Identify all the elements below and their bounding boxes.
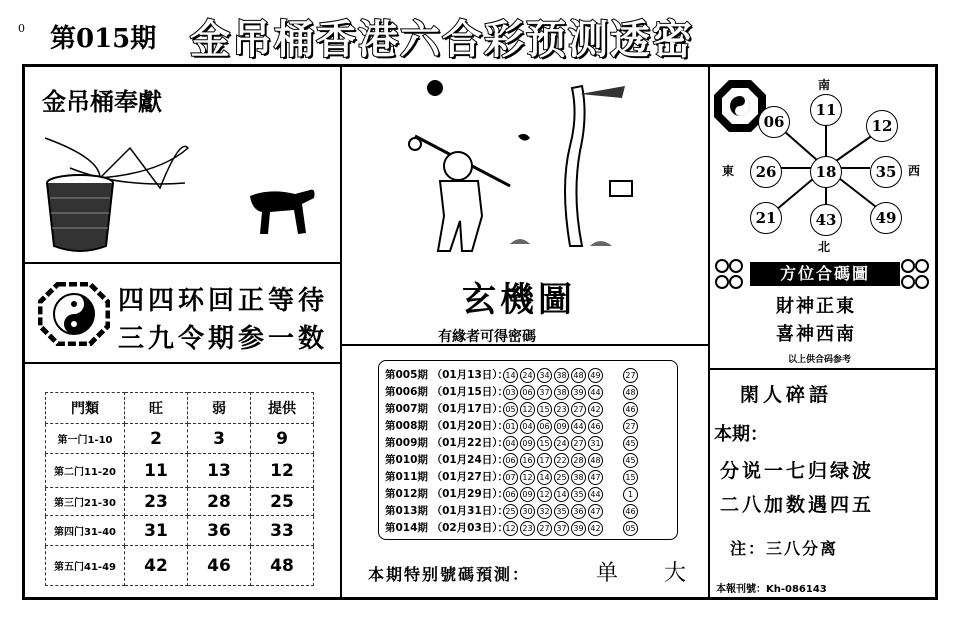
- compass-number: 43: [810, 204, 842, 236]
- riddle-line-2: 二八加数遇四五: [720, 494, 875, 516]
- riddle-line-1: 分说一七归绿波: [720, 460, 875, 482]
- special-number-ball: 1: [623, 487, 638, 502]
- number-ball: 31: [588, 436, 603, 451]
- number-ball: 12: [537, 487, 552, 502]
- number-ball: 16: [520, 453, 535, 468]
- table-row: [385, 469, 640, 485]
- picture-subcaption: 有緣者可得密碼: [438, 329, 536, 345]
- number-ball: 48: [588, 453, 603, 468]
- header-hot: 旺: [125, 393, 188, 424]
- special-number-ball: 05: [623, 521, 638, 536]
- zone-label: 第二门11-20: [46, 454, 125, 488]
- draw-label: 第007期 （01月17日）：: [385, 403, 509, 415]
- special-number-big: 大: [664, 561, 687, 586]
- joy-god-direction: 喜神西南: [776, 324, 856, 345]
- zone-value: 23: [125, 488, 188, 516]
- number-ball: 09: [554, 419, 569, 434]
- special-number-ball: 46: [623, 402, 638, 417]
- poem-line-2: 三九令期参一数: [118, 324, 329, 354]
- number-ball: 35: [554, 504, 569, 519]
- table-row: [46, 488, 314, 516]
- special-number-ball: 45: [623, 453, 638, 468]
- zone-value: 36: [188, 516, 251, 546]
- moon-icon: [427, 80, 443, 96]
- zone-value: 46: [188, 546, 251, 586]
- divider-left: [340, 64, 342, 600]
- zone-value: 12: [251, 454, 314, 488]
- number-ball: 23: [554, 402, 569, 417]
- number-ball: 03: [503, 385, 518, 400]
- this-issue-label: 本期：: [714, 424, 768, 445]
- number-ball: 42: [588, 402, 603, 417]
- number-ball: 14: [503, 368, 518, 383]
- table-row: [385, 452, 640, 468]
- number-ball: 06: [537, 419, 552, 434]
- table-row: [46, 516, 314, 546]
- compass-number: 11: [810, 94, 842, 126]
- bucket-icon: [47, 183, 113, 251]
- draw-label: 第005期 （01月13日）：: [385, 369, 509, 381]
- zone-value: 25: [251, 488, 314, 516]
- corner-mark: 0: [18, 22, 25, 35]
- number-ball: 14: [537, 470, 552, 485]
- number-ball: 38: [571, 470, 586, 485]
- compass-number: 35: [870, 156, 902, 188]
- zone-value: 13: [188, 454, 251, 488]
- child-figure-icon: [444, 152, 472, 180]
- number-ball: 06: [503, 453, 518, 468]
- riddle-heading: 閑人碎語: [740, 384, 833, 406]
- special-number-ball: 46: [623, 504, 638, 519]
- bucket-tiger-illustration: [40, 128, 330, 258]
- zone-value: 48: [251, 546, 314, 586]
- number-ball: 12: [520, 470, 535, 485]
- compass-number: 12: [866, 110, 898, 142]
- number-ball: 37: [554, 521, 569, 536]
- table-row: [385, 503, 640, 519]
- book-icon: [610, 181, 632, 196]
- number-ball: 07: [503, 470, 518, 485]
- zone-label: 第三门21-30: [46, 488, 125, 516]
- number-ball: 34: [537, 368, 552, 383]
- table-row: [385, 520, 640, 536]
- number-ball: 24: [520, 368, 535, 383]
- table-row: [46, 424, 314, 454]
- header-category: 門類: [46, 393, 125, 424]
- direction-north: 北: [818, 240, 831, 254]
- number-ball: 04: [520, 419, 535, 434]
- poem-line-1: 四四环回正等待: [118, 286, 329, 316]
- history-box: [378, 360, 678, 540]
- direction-south: 南: [818, 78, 831, 92]
- number-ball: 44: [571, 419, 586, 434]
- number-ball: 09: [520, 487, 535, 502]
- registration-number: 本報刊號：Kh-086143: [716, 584, 827, 595]
- number-ball: 22: [554, 453, 569, 468]
- number-ball: 38: [554, 385, 569, 400]
- number-ball: 15: [537, 436, 552, 451]
- special-number-ball: 15: [623, 470, 638, 485]
- number-ball: 12: [503, 521, 518, 536]
- zone-table-header: [46, 393, 314, 424]
- number-ball: 47: [588, 504, 603, 519]
- number-ball: 39: [571, 385, 586, 400]
- number-ball: 35: [571, 487, 586, 502]
- table-row: [385, 384, 640, 400]
- page-title: 金吊桶香港六合彩预测透密: [190, 17, 694, 63]
- number-ball: 27: [537, 521, 552, 536]
- divider-right: [708, 64, 710, 600]
- zone-value: 9: [251, 424, 314, 454]
- direction-west: 西: [908, 164, 921, 178]
- table-row: [46, 546, 314, 586]
- zone-label: 第四门31-40: [46, 516, 125, 546]
- number-ball: 05: [503, 402, 518, 417]
- table-row: [385, 367, 640, 383]
- number-ball: 15: [537, 402, 552, 417]
- table-row: [385, 486, 640, 502]
- header-cold: 弱: [188, 393, 251, 424]
- table-row: [46, 454, 314, 488]
- zone-value: 2: [125, 424, 188, 454]
- number-ball: 36: [571, 504, 586, 519]
- zone-value: 42: [125, 546, 188, 586]
- number-ball: 17: [537, 453, 552, 468]
- number-ball: 49: [588, 368, 603, 383]
- draw-label: 第008期 （01月20日）：: [385, 420, 509, 432]
- special-number-label: 本期特别號碼預測：: [368, 565, 531, 584]
- tiger-icon: [250, 190, 315, 234]
- number-ball: 06: [520, 385, 535, 400]
- number-ball: 44: [588, 487, 603, 502]
- presents-label: 金吊桶奉獻: [42, 88, 162, 116]
- mystery-picture-illustration: [400, 76, 640, 256]
- compass-number: 26: [750, 156, 782, 188]
- draw-label: 第009期 （01月22日）：: [385, 437, 509, 449]
- wealth-god-direction: 財神正東: [776, 296, 856, 317]
- number-ball: 37: [537, 385, 552, 400]
- compass-number: 06: [758, 106, 790, 138]
- divider-left-2: [22, 362, 340, 364]
- number-ball: 06: [503, 487, 518, 502]
- riddle-note: 注：三八分离: [730, 539, 839, 558]
- number-ball: 01: [503, 419, 518, 434]
- number-ball: 47: [588, 470, 603, 485]
- picture-title: 玄機圖: [462, 280, 576, 320]
- number-ball: 24: [554, 436, 569, 451]
- special-number-ball: 48: [623, 385, 638, 400]
- compass-number: 21: [750, 202, 782, 234]
- zone-value: 28: [188, 488, 251, 516]
- draw-label: 第011期 （01月27日）：: [385, 471, 509, 483]
- tree-icon: [565, 86, 585, 246]
- zone-label: 第一门1-10: [46, 424, 125, 454]
- table-row: [385, 435, 640, 451]
- issue-number: 第015期: [50, 24, 157, 54]
- number-ball: 04: [503, 436, 518, 451]
- table-row: [385, 401, 640, 417]
- number-ball: 30: [520, 504, 535, 519]
- number-ball: 44: [588, 385, 603, 400]
- number-ball: 32: [537, 504, 552, 519]
- number-ball: 25: [554, 470, 569, 485]
- draw-label: 第014期 （02月03日）：: [385, 522, 509, 534]
- divider-right-1: [708, 368, 938, 370]
- number-ball: 38: [554, 368, 569, 383]
- zone-table: [45, 392, 314, 586]
- number-ball: 25: [503, 504, 518, 519]
- draw-label: 第006期 （01月15日）：: [385, 386, 509, 398]
- zone-label: 第五门41-49: [46, 546, 125, 586]
- special-number-ball: 27: [623, 368, 638, 383]
- number-ball: 23: [520, 521, 535, 536]
- number-ball: 28: [571, 453, 586, 468]
- direction-east: 東: [722, 164, 735, 178]
- draw-label: 第010期 （01月24日）：: [385, 454, 509, 466]
- draw-label: 第012期 （01月29日）：: [385, 488, 509, 500]
- zone-value: 11: [125, 454, 188, 488]
- draw-label: 第013期 （01月31日）：: [385, 505, 509, 517]
- divider-left-1: [22, 262, 340, 264]
- number-ball: 39: [571, 521, 586, 536]
- special-number-odd: 单: [596, 561, 619, 586]
- compass-number: 49: [870, 202, 902, 234]
- number-ball: 48: [571, 368, 586, 383]
- special-number-ball: 27: [623, 419, 638, 434]
- compass-center-number: 18: [810, 156, 842, 188]
- zone-value: 31: [125, 516, 188, 546]
- header-provided: 提供: [251, 393, 314, 424]
- bagua-yinyang-icon: [38, 282, 110, 346]
- number-ball: 27: [571, 402, 586, 417]
- number-ball: 42: [588, 521, 603, 536]
- number-ball: 46: [588, 419, 603, 434]
- direction-banner: 方位合碼圖: [750, 262, 900, 286]
- direction-note: 以上供合码参考: [788, 355, 852, 365]
- number-ball: 09: [520, 436, 535, 451]
- number-ball: 12: [520, 402, 535, 417]
- zone-value: 33: [251, 516, 314, 546]
- special-number-ball: 45: [623, 436, 638, 451]
- zone-value: 3: [188, 424, 251, 454]
- number-ball: 14: [554, 487, 569, 502]
- table-row: [385, 418, 640, 434]
- number-ball: 27: [571, 436, 586, 451]
